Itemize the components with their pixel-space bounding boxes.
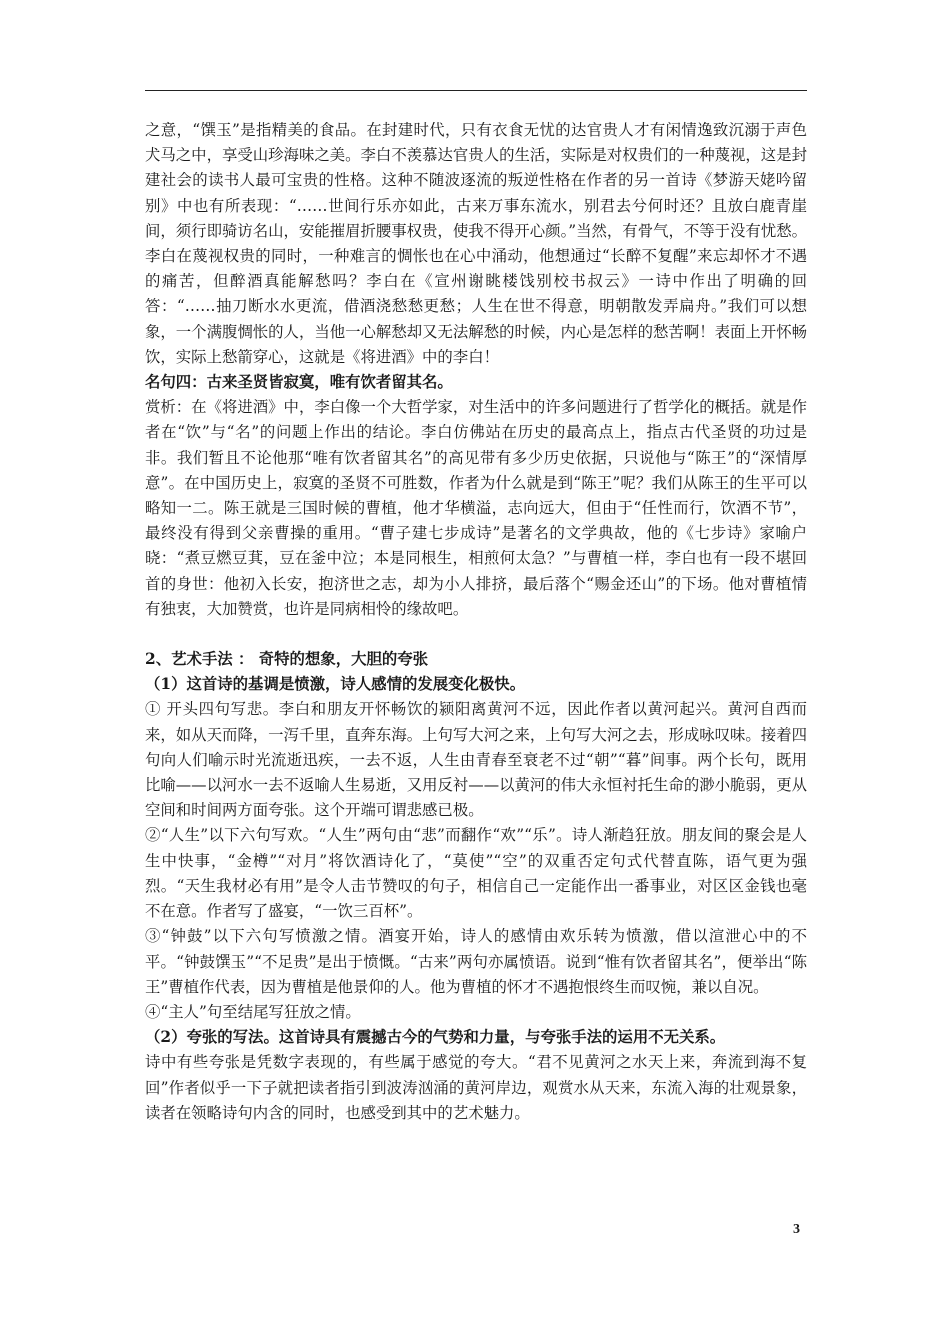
page-number: 3 <box>793 1222 800 1237</box>
header-rule <box>145 90 807 91</box>
point-one-sorrow: ① 开头四句写悲。李白和朋友开怀畅饮的颍阳离黄河不远，因此作者以黄河起兴。黄河自西而来，如从天而降，一泻千里，直奔东海。上句写大河之来，上句写大河之去，形成咏叹味。接着四句向人们喻示时光流逝迅疾，一去不返，人生由青春至衰老不过“朝”“暮”间事。两个长句，既用比喻——以河水一去不返喻人生易逝，又用反衬——以黄河的伟大永恒衬托生命的渺小脆弱，更从空间和时间两方面夸张。这个开端可谓悲感已极。 <box>145 700 807 820</box>
section-heading-artistic-technique: 2、艺术手法 ： 奇特的想象，大胆的夸张 <box>145 650 429 669</box>
paragraph-libai-defiance: 之意，“馔玉”是指精美的食品。在封建时代，只有衣食无忧的达官贵人才有闲情逸致沉溺于声色犬马之中，享受山珍海味之美。李白不羡慕达官贵人的生活，实际是对权贵们的一种蔑视，这是封建社会的读书人最可宝贵的性格。这种不随波逐流的叛逆性格在作者的另一首诗《梦游天姥吟留别》中也有所表现：“……世间行乐亦如此，古来万事东流水，别君去兮何时还？且放白鹿青崖间，须行即骑访名山，安能摧眉折腰事权贵，使我不得开心颜。”当然，有骨气，不等于没有忧愁。李白在蔑视权贵的同时，一种难言的惆怅也在心中涌动，他想通过“长醉不复醒”来忘却怀才不遇的痛苦，但醉酒真能解愁吗？李白在《宣州谢眺楼饯别校书叔云》一诗中作出了明确的回答：“……抽刀断水水更流，借酒浇愁愁更愁；人生在世不得意，明朝散发弄扁舟。”我们可以想象，一个满腹惆怅的人，当他一心解愁却又无法解愁的时候，内心是怎样的愁苦啊！表面上开怀畅饮，实际上愁箭穿心，这就是《将进酒》中的李白！ <box>145 121 807 366</box>
point-four-unrestrained: ④“主人”句至结尾写狂放之情。 <box>145 1002 361 1021</box>
subheading-tone: （1）这首诗的基调是愤激，诗人感情的发展变化极快。 <box>145 675 526 694</box>
section-gap <box>145 622 807 647</box>
subheading-exaggeration: （2）夸张的写法。这首诗具有震撼古今的气势和力量，与夸张手法的运用不无关系。 <box>145 1028 726 1047</box>
point-two-joy: ②“人生”以下六句写欢。“人生”两句由“悲”而翻作“欢”“乐”。诗人渐趋狂放。朋友间的聚会是人生中快事，“金樽”“对月”将饮酒诗化了，“莫使”“空”的双重否定句式代替直陈，语气更为强烈。“天生我材必有用”是令人击节赞叹的句子，相信自己一定能作出一番事业，对区区金钱也毫不在意。作者写了盛宴，“一饮三百杯”。 <box>145 826 807 921</box>
paragraph-appreciation: 赏析：在《将进酒》中，李白像一个大哲学家，对生活中的许多问题进行了哲学化的概括。就是作者在“饮”与“名”的问题上作出的结论。李白仿佛站在历史的最高点上，指点古代圣贤的功过是非。我们暂且不论他那“唯有饮者留其名”的高见带有多少历史依据，只说他与“陈王”的“深情厚意”。在中国历史上，寂寞的圣贤不可胜数，作者为什么就是到“陈王”呢？我们从陈王的生平可以略知一二。陈王就是三国时候的曹植，他才华横溢，志向远大，但由于“任性而行，饮酒不节”，最终没有得到父亲曹操的重用。“曹子建七步成诗”是著名的文学典故，他的《七步诗》家喻户晓：“煮豆燃豆萁，豆在釜中泣；本是同根生，相煎何太急？”与曹植一样，李白也有一段不堪回首的身世：他初入长安，抱济世之志，却为小人排挤，最后落个“赐金还山”的下场。他对曹植情有独衷，大加赞赏，也许是同病相怜的缘故吧。 <box>145 398 807 618</box>
document-body <box>145 118 807 1126</box>
famous-line-four-heading: 名句四：古来圣贤皆寂寞，唯有饮者留其名。 <box>145 373 453 392</box>
point-three-indignation: ③“钟鼓”以下六句写愤激之情。酒宴开始，诗人的感情由欢乐转为愤激，借以渲泄心中的不平。“钟鼓馔玉”“不足贵”是出于愤慨。“古来”两句亦属愤语。说到“惟有饮者留其名”，便举出“陈王”曹植作代表，因为曹植是他景仰的人。他为曹植的怀才不遇抱恨终生而叹惋，兼以自况。 <box>145 927 807 996</box>
paragraph-exaggeration: 诗中有些夸张是凭数字表现的，有些属于感觉的夸大。“君不见黄河之水天上来，奔流到海不复回”作者似乎一下子就把读者指引到波涛汹涌的黄河岸边，观赏水从天来，东流入海的壮观景象，读者在领略诗句内含的同时，也感受到其中的艺术魅力。 <box>145 1053 807 1122</box>
